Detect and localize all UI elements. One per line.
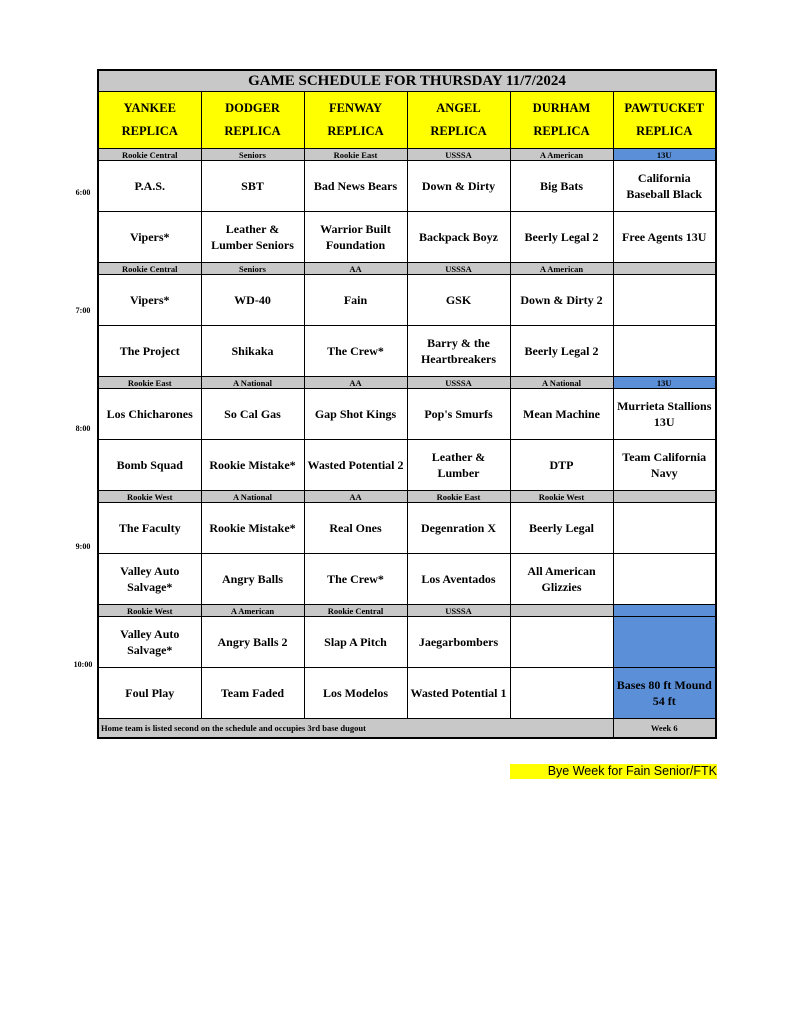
time-label: 6:00 <box>75 188 91 197</box>
field-name: FENWAY <box>328 101 383 115</box>
away-team: Down & Dirty <box>407 161 510 212</box>
field-header <box>613 92 716 149</box>
division-label: Rookie Central <box>98 149 201 161</box>
home-team <box>510 668 613 719</box>
division-label: Seniors <box>201 149 304 161</box>
division-row <box>98 263 716 275</box>
division-label: 13U <box>613 149 716 161</box>
away-team: P.A.S. <box>98 161 201 212</box>
home-team-row <box>98 668 716 719</box>
away-team: Mean Machine <box>510 389 613 440</box>
field-subtitle: REPLICA <box>430 124 487 138</box>
home-team: Beerly Legal 2 <box>510 212 613 263</box>
away-team: SBT <box>201 161 304 212</box>
field-header <box>98 92 201 149</box>
home-team: Backpack Boyz <box>407 212 510 263</box>
division-row <box>98 377 716 389</box>
away-team: Gap Shot Kings <box>304 389 407 440</box>
field-header <box>304 92 407 149</box>
home-team: Bomb Squad <box>98 440 201 491</box>
field-dimensions-note: Bases 80 ft Mound 54 ft <box>613 668 716 719</box>
time-label: 10:00 <box>73 660 93 669</box>
division-label: 13U <box>613 377 716 389</box>
away-team <box>510 617 613 668</box>
division-label: A National <box>510 377 613 389</box>
division-label: Rookie West <box>98 491 201 503</box>
field-name: PAWTUCKET <box>624 101 705 115</box>
away-team: Pop's Smurfs <box>407 389 510 440</box>
home-team: Wasted Potential 1 <box>407 668 510 719</box>
home-team: Rookie Mistake* <box>201 440 304 491</box>
field-name: ANGEL <box>436 101 481 115</box>
home-team: Leather & Lumber Seniors <box>201 212 304 263</box>
division-label <box>613 491 716 503</box>
home-team: Angry Balls <box>201 554 304 605</box>
field-header <box>510 92 613 149</box>
division-label: AA <box>304 377 407 389</box>
away-team: Murrieta Stallions 13U <box>613 389 716 440</box>
away-team-row <box>98 389 716 440</box>
away-team <box>613 617 716 668</box>
division-label: A National <box>201 377 304 389</box>
division-label: AA <box>304 263 407 275</box>
away-team: The Faculty <box>98 503 201 554</box>
away-team: Real Ones <box>304 503 407 554</box>
field-header <box>407 92 510 149</box>
home-team: Foul Play <box>98 668 201 719</box>
home-team: Los Aventados <box>407 554 510 605</box>
home-team: Beerly Legal 2 <box>510 326 613 377</box>
away-team: Degenration X <box>407 503 510 554</box>
away-team: Bad News Bears <box>304 161 407 212</box>
time-label: 7:00 <box>75 306 91 315</box>
division-label: Rookie West <box>98 605 201 617</box>
division-label: USSSA <box>407 149 510 161</box>
home-team: Shikaka <box>201 326 304 377</box>
division-label: Rookie East <box>98 377 201 389</box>
away-team: WD-40 <box>201 275 304 326</box>
away-team: GSK <box>407 275 510 326</box>
home-team: Los Modelos <box>304 668 407 719</box>
division-label: USSSA <box>407 377 510 389</box>
home-team: The Crew* <box>304 554 407 605</box>
field-header-row <box>98 92 716 149</box>
away-team: Jaegarbombers <box>407 617 510 668</box>
home-team-note: Home team is listed second on the schedule and occupies 3rd base dugout <box>98 719 613 739</box>
division-label: A American <box>510 149 613 161</box>
home-team-row <box>98 440 716 491</box>
field-header <box>201 92 304 149</box>
division-label <box>613 605 716 617</box>
home-team: The Project <box>98 326 201 377</box>
home-team: Barry & the Heartbreakers <box>407 326 510 377</box>
away-team: Vipers* <box>98 275 201 326</box>
division-label: Rookie Central <box>98 263 201 275</box>
away-team-row <box>98 161 716 212</box>
home-team: Free Agents 13U <box>613 212 716 263</box>
home-team: Team Faded <box>201 668 304 719</box>
bye-week-note: Bye Week for Fain Senior/FTK <box>510 764 717 779</box>
away-team-row <box>98 617 716 668</box>
home-team: Wasted Potential 2 <box>304 440 407 491</box>
away-team: Beerly Legal <box>510 503 613 554</box>
home-team: The Crew* <box>304 326 407 377</box>
home-team-row <box>98 212 716 263</box>
division-label: Rookie West <box>510 491 613 503</box>
field-name: DODGER <box>225 101 280 115</box>
division-label: A National <box>201 491 304 503</box>
field-subtitle: REPLICA <box>636 124 693 138</box>
away-team: Slap A Pitch <box>304 617 407 668</box>
home-team: Warrior Built Foundation <box>304 212 407 263</box>
division-label: A American <box>510 263 613 275</box>
away-team: Valley Auto Salvage* <box>98 617 201 668</box>
away-team: So Cal Gas <box>201 389 304 440</box>
home-team <box>613 554 716 605</box>
away-team: Fain <box>304 275 407 326</box>
division-label: Seniors <box>201 263 304 275</box>
division-label: USSSA <box>407 605 510 617</box>
home-team-row <box>98 326 716 377</box>
schedule-table <box>97 69 717 739</box>
away-team-row <box>98 503 716 554</box>
division-row <box>98 605 716 617</box>
home-team: All American Glizzies <box>510 554 613 605</box>
field-subtitle: REPLICA <box>121 124 178 138</box>
home-team: Vipers* <box>98 212 201 263</box>
division-label: Rookie Central <box>304 605 407 617</box>
home-team: Valley Auto Salvage* <box>98 554 201 605</box>
away-team-row <box>98 275 716 326</box>
away-team: California Baseball Black <box>613 161 716 212</box>
away-team: Down & Dirty 2 <box>510 275 613 326</box>
field-subtitle: REPLICA <box>327 124 384 138</box>
division-row <box>98 491 716 503</box>
field-subtitle: REPLICA <box>533 124 590 138</box>
division-row <box>98 149 716 161</box>
time-label: 8:00 <box>75 424 91 433</box>
division-label: USSSA <box>407 263 510 275</box>
home-team <box>613 326 716 377</box>
division-label: Rookie East <box>407 491 510 503</box>
away-team <box>613 275 716 326</box>
field-subtitle: REPLICA <box>224 124 281 138</box>
away-team: Rookie Mistake* <box>201 503 304 554</box>
home-team: Team California Navy <box>613 440 716 491</box>
home-team-row <box>98 554 716 605</box>
field-name: YANKEE <box>123 101 176 115</box>
division-label <box>510 605 613 617</box>
away-team: Angry Balls 2 <box>201 617 304 668</box>
home-team: DTP <box>510 440 613 491</box>
field-name: DURHAM <box>532 101 591 115</box>
division-label: Rookie East <box>304 149 407 161</box>
week-label: Week 6 <box>613 719 716 739</box>
away-team: Los Chicharones <box>98 389 201 440</box>
footer-row <box>98 719 716 739</box>
page-title: GAME SCHEDULE FOR THURSDAY 11/7/2024 <box>98 70 716 92</box>
time-label: 9:00 <box>75 542 91 551</box>
away-team <box>613 503 716 554</box>
away-team: Big Bats <box>510 161 613 212</box>
division-label: AA <box>304 491 407 503</box>
division-label <box>613 263 716 275</box>
division-label: A American <box>201 605 304 617</box>
home-team: Leather & Lumber <box>407 440 510 491</box>
